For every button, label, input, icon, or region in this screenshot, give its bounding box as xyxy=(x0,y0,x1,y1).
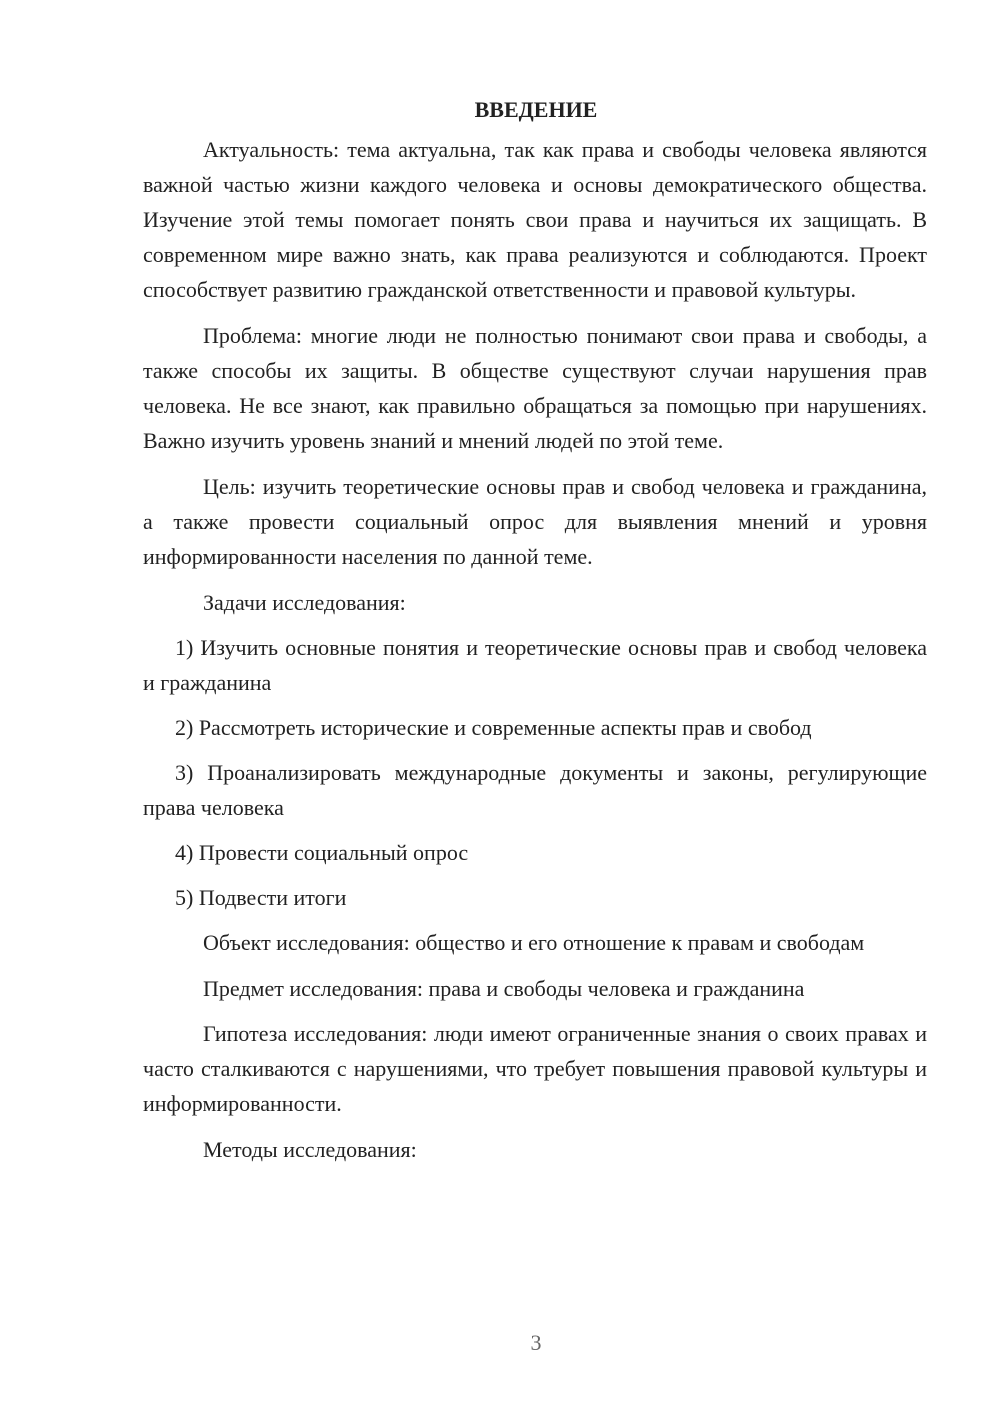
goal-paragraph: Цель: изучить теоретические основы прав и свобод человека и гражданина, а также провести социальный опрос для выявления мнений и уровня информированности населения по данной теме. xyxy=(143,474,927,569)
page-content xyxy=(143,92,927,1177)
object-paragraph: Объект исследования: общество и его отношение к правам и свободам xyxy=(203,930,865,955)
relevance-paragraph: Актуальность: тема актуальна, так как права и свободы человека являются важной частью жизни каждого человека и основы демократического общества. Изучение этой темы помогает понять свои права и научиться их защищать. В современном мире важно знать, как права реализуются и соблюдаются. Проект способствует развитию гражданской ответственности и правовой культуры. xyxy=(143,137,927,302)
methods-paragraph: Методы исследования: xyxy=(203,1137,417,1162)
tasks-title: Задачи исследования: xyxy=(203,590,406,615)
task-item-2: 2) Рассмотреть исторические и современные аспекты прав и свобод xyxy=(175,715,812,740)
problem-paragraph: Проблема: многие люди не полностью понимают свои права и свободы, а также способы их защиты. В обществе существуют случаи нарушения прав человека. Не все знают, как правильно обращаться за помощью при нарушениях. Важно изучить уровень знаний и мнений людей по этой теме. xyxy=(143,323,927,453)
task-item-5: 5) Подвести итоги xyxy=(175,885,347,910)
subject-paragraph: Предмет исследования: права и свободы человека и гражданина xyxy=(203,976,805,1001)
task-item-1: 1) Изучить основные понятия и теоретические основы прав и свобод человека и гражданина xyxy=(143,635,927,695)
task-item-3: 3) Проанализировать международные документы и законы, регулирующие права человека xyxy=(143,760,927,820)
page-number: 3 xyxy=(530,1330,542,1355)
section-heading: ВВЕДЕНИЕ xyxy=(474,97,598,122)
task-item-4: 4) Провести социальный опрос xyxy=(175,840,469,865)
hypothesis-paragraph: Гипотеза исследования: люди имеют ограниченные знания о своих правах и часто сталкиваются с нарушениями, что требует повышения правовой культуры и информированности. xyxy=(143,1021,927,1116)
